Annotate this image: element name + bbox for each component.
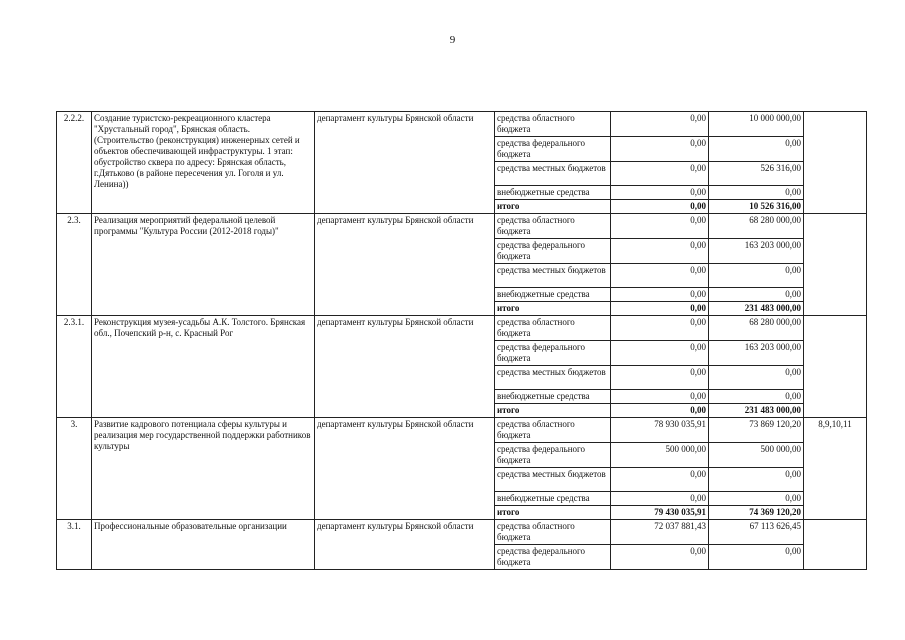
budget-table [56, 111, 867, 570]
item-number: 2.3. [57, 214, 92, 316]
amount-a: 0,00 [611, 492, 709, 506]
item-indicators: 8,9,10,11 [804, 418, 867, 520]
amount-b: 526 316,00 [709, 162, 804, 186]
amount-a: 0,00 [611, 186, 709, 200]
funding-source: средства федерального бюджета [495, 545, 611, 570]
funding-source: внебюджетные средства [495, 288, 611, 302]
item-number: 3.1. [57, 520, 92, 570]
amount-a: 0,00 [611, 200, 709, 214]
funding-source: средства федерального бюджета [495, 443, 611, 468]
funding-source: средства областного бюджета [495, 418, 611, 443]
item-name: Профессиональные образовательные организации [92, 520, 315, 570]
item-name: Создание туристско-рекреационного кластера "Хрустальный город", Брянская область. (Строительство (реконструкция) инженерных сетей и объектов обеспечивающей инфраструктуры. 1 этап: обустройство сквера по адресу: Брянская область, г.Дятьково (в районе пересечения ул. Гоголя и ул. Ленина)) [92, 112, 315, 214]
amount-a: 0,00 [611, 112, 709, 137]
item-indicators [804, 316, 867, 418]
amount-a: 0,00 [611, 264, 709, 288]
page-number: 9 [449, 34, 456, 46]
amount-a: 0,00 [611, 214, 709, 239]
amount-a: 0,00 [611, 162, 709, 186]
amount-b: 73 869 120,20 [709, 418, 804, 443]
item-indicators [804, 214, 867, 316]
amount-b: 231 483 000,00 [709, 302, 804, 316]
item-indicators [804, 520, 867, 570]
amount-a: 0,00 [611, 390, 709, 404]
amount-b: 68 280 000,00 [709, 316, 804, 341]
item-name: Реализация мероприятий федеральной целевой программы "Культура России (2012-2018 годы)" [92, 214, 315, 316]
amount-a: 0,00 [611, 288, 709, 302]
amount-b: 163 203 000,00 [709, 341, 804, 366]
item-number: 2.2.2. [57, 112, 92, 214]
funding-source: итого [495, 302, 611, 316]
amount-a: 0,00 [611, 316, 709, 341]
budget-table-body [57, 112, 867, 570]
amount-b: 0,00 [709, 288, 804, 302]
funding-source: средства местных бюджетов [495, 162, 611, 186]
funding-source: итого [495, 404, 611, 418]
item-executor: департамент культуры Брянской области [315, 112, 495, 214]
amount-a: 0,00 [611, 468, 709, 492]
amount-b: 0,00 [709, 186, 804, 200]
item-executor: департамент культуры Брянской области [315, 214, 495, 316]
amount-b: 67 113 626,45 [709, 520, 804, 545]
funding-source: средства федерального бюджета [495, 341, 611, 366]
amount-b: 0,00 [709, 468, 804, 492]
funding-source: итого [495, 506, 611, 520]
item-executor: департамент культуры Брянской области [315, 316, 495, 418]
funding-source: итого [495, 200, 611, 214]
funding-source: средства областного бюджета [495, 214, 611, 239]
funding-row [57, 418, 867, 443]
funding-source: средства областного бюджета [495, 112, 611, 137]
funding-row [57, 520, 867, 545]
amount-b: 500 000,00 [709, 443, 804, 468]
amount-a: 0,00 [611, 239, 709, 264]
amount-b: 0,00 [709, 366, 804, 390]
item-number: 3. [57, 418, 92, 520]
item-number: 2.3.1. [57, 316, 92, 418]
funding-source: средства местных бюджетов [495, 264, 611, 288]
funding-source: средства федерального бюджета [495, 239, 611, 264]
amount-a: 72 037 881,43 [611, 520, 709, 545]
funding-source: средства местных бюджетов [495, 366, 611, 390]
amount-b: 0,00 [709, 390, 804, 404]
item-executor: департамент культуры Брянской области [315, 520, 495, 570]
item-name: Реконструкция музея-усадьбы А.К. Толстого. Брянская обл., Почепский р-н, с. Красный Рог [92, 316, 315, 418]
item-indicators [804, 112, 867, 214]
amount-a: 0,00 [611, 137, 709, 162]
amount-b: 10 000 000,00 [709, 112, 804, 137]
amount-b: 0,00 [709, 545, 804, 570]
funding-source: внебюджетные средства [495, 186, 611, 200]
amount-a: 0,00 [611, 341, 709, 366]
amount-a: 500 000,00 [611, 443, 709, 468]
amount-b: 0,00 [709, 137, 804, 162]
funding-source: средства областного бюджета [495, 316, 611, 341]
funding-source: внебюджетные средства [495, 492, 611, 506]
amount-b: 0,00 [709, 492, 804, 506]
amount-b: 0,00 [709, 264, 804, 288]
item-executor: департамент культуры Брянской области [315, 418, 495, 520]
amount-b: 68 280 000,00 [709, 214, 804, 239]
amount-a: 0,00 [611, 302, 709, 316]
amount-b: 74 369 120,20 [709, 506, 804, 520]
funding-source: средства федерального бюджета [495, 137, 611, 162]
funding-row [57, 112, 867, 137]
funding-row [57, 316, 867, 341]
amount-a: 78 930 035,91 [611, 418, 709, 443]
funding-row [57, 214, 867, 239]
amount-a: 0,00 [611, 404, 709, 418]
funding-source: внебюджетные средства [495, 390, 611, 404]
amount-b: 10 526 316,00 [709, 200, 804, 214]
amount-b: 231 483 000,00 [709, 404, 804, 418]
item-name: Развитие кадрового потенциала сферы культуры и реализация мер государственной поддержки работников культуры [92, 418, 315, 520]
funding-source: средства областного бюджета [495, 520, 611, 545]
amount-a: 79 430 035,91 [611, 506, 709, 520]
amount-a: 0,00 [611, 545, 709, 570]
amount-a: 0,00 [611, 366, 709, 390]
funding-source: средства местных бюджетов [495, 468, 611, 492]
amount-b: 163 203 000,00 [709, 239, 804, 264]
